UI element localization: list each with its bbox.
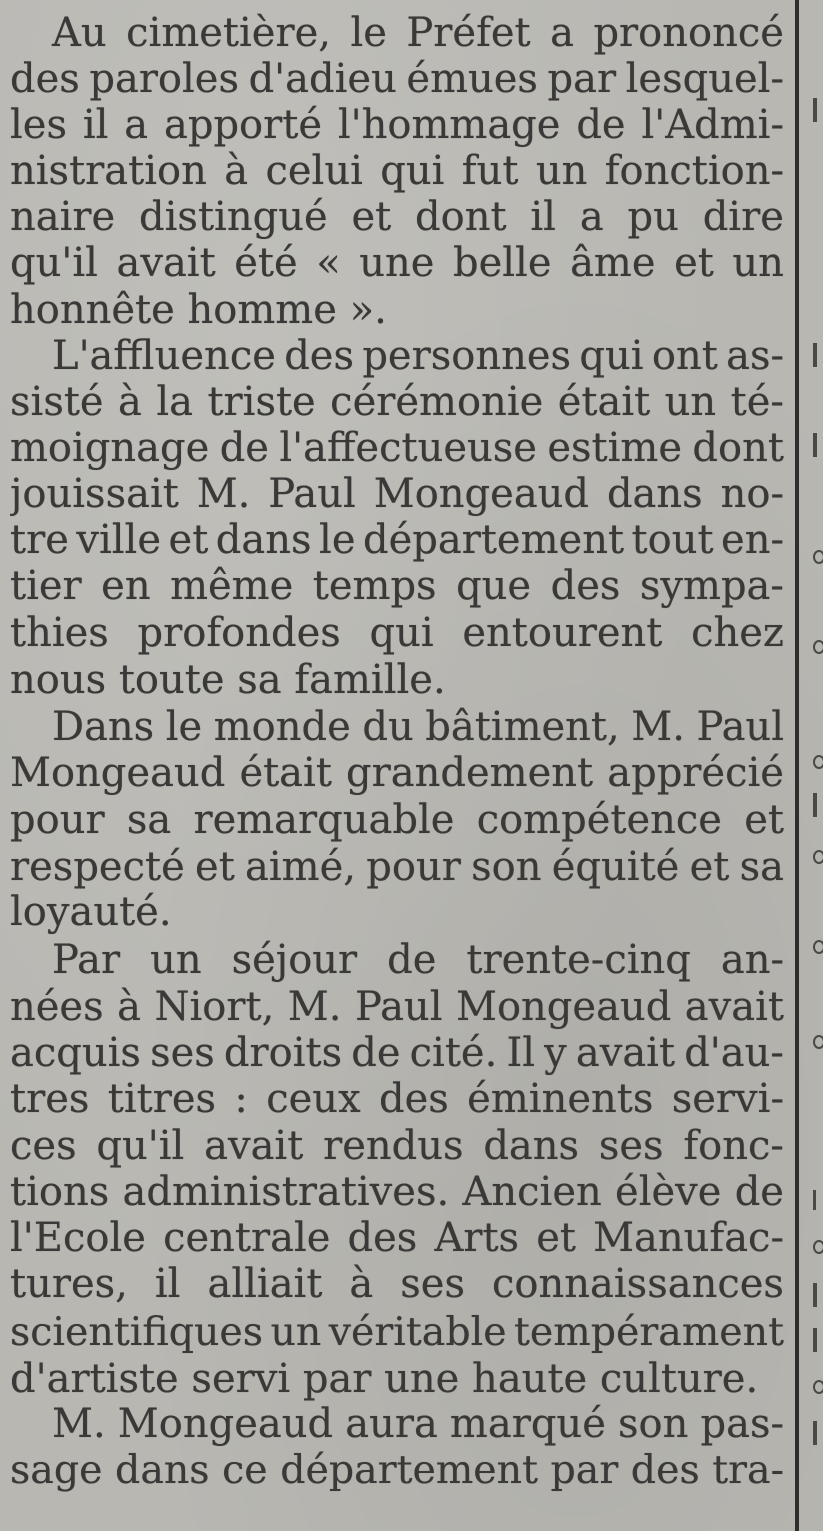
article-line: tier en même temps que des sympa- bbox=[10, 563, 784, 609]
article-line: naire distingué et dont il a pu dire bbox=[10, 194, 784, 240]
article-line: tres titres : ceux des éminents servi- bbox=[10, 1076, 784, 1122]
article-line: M. Mongeaud aura marqué son pas- bbox=[52, 1401, 784, 1447]
adjacent-column-glyph bbox=[813, 790, 823, 820]
adjacent-column-glyph bbox=[813, 95, 823, 125]
article-line: sisté à la triste cérémonie était un té- bbox=[10, 379, 784, 425]
adjacent-column-glyph bbox=[813, 1280, 823, 1310]
adjacent-column-glyph bbox=[813, 1370, 823, 1400]
article-line: L'affluence des personnes qui ont as- bbox=[52, 333, 784, 379]
adjacent-column-glyph bbox=[813, 1230, 823, 1260]
article-line: Mongeaud était grandement apprécié bbox=[10, 750, 784, 796]
article-line: les il a apporté l'hommage de l'Admi- bbox=[10, 102, 784, 148]
adjacent-column-glyph bbox=[813, 630, 823, 660]
adjacent-column-glyph bbox=[813, 1325, 823, 1355]
article-line: sage dans ce département par des tra- bbox=[10, 1447, 784, 1493]
article-line: loyauté. bbox=[10, 889, 172, 935]
article-line: tre ville et dans le département tout en- bbox=[10, 517, 784, 563]
article-line: l'Ecole centrale des Arts et Manufac- bbox=[10, 1215, 784, 1261]
article-line: Par un séjour de trente-cinq an- bbox=[52, 937, 784, 983]
article-line: tures, il alliait à ses connaissances bbox=[10, 1261, 784, 1307]
article-line: thies profondes qui entourent chez bbox=[10, 610, 784, 656]
article-line: tions administratives. Ancien élève de bbox=[10, 1169, 784, 1215]
column-rule bbox=[795, 0, 799, 1531]
article-line: nées à Niort, M. Paul Mongeaud avait bbox=[10, 984, 784, 1030]
article-line: ces qu'il avait rendus dans ses fonc- bbox=[10, 1123, 784, 1169]
article-line: qu'il avait été « une belle âme et un bbox=[10, 240, 784, 286]
adjacent-column-glyph bbox=[813, 540, 823, 570]
article-column bbox=[10, 0, 784, 1531]
article-line: d'artiste servi par une haute culture. bbox=[10, 1356, 759, 1402]
adjacent-column-glyph bbox=[813, 1418, 823, 1448]
article-line: Au cimetière, le Préfet a prononcé bbox=[52, 10, 784, 56]
adjacent-column-glyph bbox=[813, 745, 823, 775]
article-line: pour sa remarquable compétence et bbox=[10, 797, 784, 843]
adjacent-column-glyph bbox=[813, 1185, 823, 1215]
adjacent-column-glyph bbox=[813, 340, 823, 370]
article-line: nistration à celui qui fut un fonction- bbox=[10, 148, 784, 194]
article-line: honnête homme ». bbox=[10, 287, 387, 333]
article-line: jouissait M. Paul Mongeaud dans no- bbox=[10, 471, 784, 517]
adjacent-column-glyph bbox=[813, 1025, 823, 1055]
article-line: moignage de l'affectueuse estime dont bbox=[10, 425, 784, 471]
adjacent-column-glyph bbox=[813, 840, 823, 870]
article-line: des paroles d'adieu émues par lesquel- bbox=[10, 56, 784, 102]
article-line: nous toute sa famille. bbox=[10, 657, 446, 703]
adjacent-column-glyph bbox=[813, 430, 823, 460]
adjacent-column-glyph bbox=[813, 930, 823, 960]
article-line: Dans le monde du bâtiment, M. Paul bbox=[52, 704, 784, 750]
article-line: acquis ses droits de cité. Il y avait d'au- bbox=[10, 1030, 784, 1076]
article-line: scientifiques un véritable tempérament bbox=[10, 1309, 784, 1355]
article-line: respecté et aimé, pour son équité et sa bbox=[10, 844, 784, 890]
